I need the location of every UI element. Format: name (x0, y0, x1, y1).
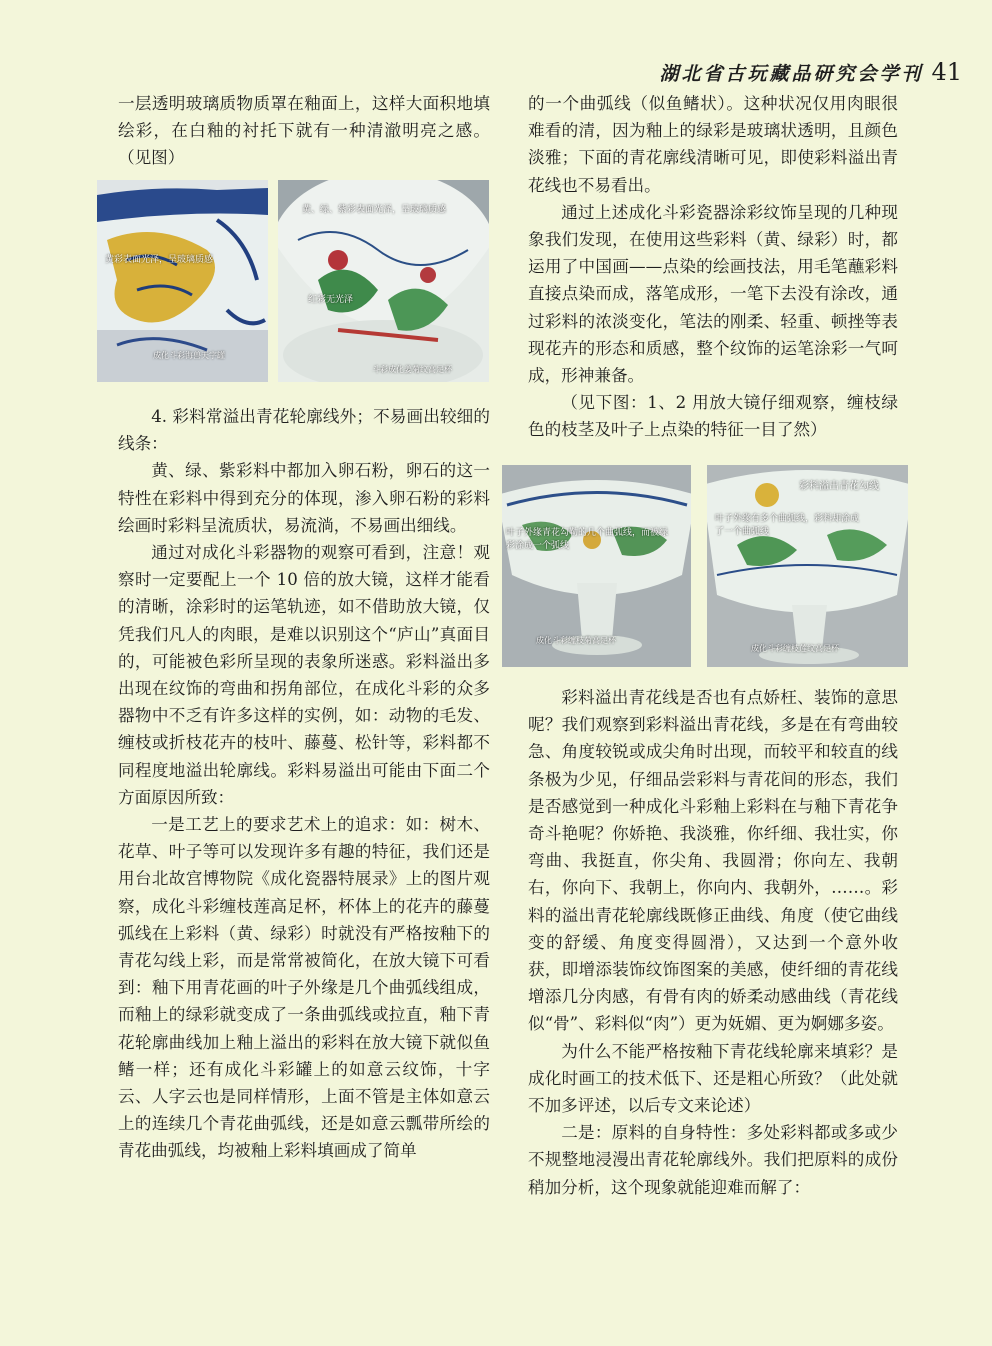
photo-cup-chrysanthemum (502, 465, 691, 667)
paragraph: 的一个曲弧线（似鱼鳍状）。这种状况仅用肉眼很难看的清，因为釉上的绿彩是玻璃状透明，且颜色淡雅；下面的青花廓线清晰可见，即使彩料溢出青花线也不易看出。 (528, 94, 898, 195)
photo-label: 红彩无光泽 (308, 295, 354, 305)
paragraph: 一是工艺上的要求艺术上的追求：如：树木、花草、叶子等可以发现许多有趣的特征，我们还是用台北故宫博物院《成化瓷器特展录》上的图片观察，成化斗彩缠枝莲高足杯，杯体上的花卉的藤蔓弧线在上彩料（黄、绿彩）时就没有严格按釉下的青花勾线上彩，而是常常被简化，在放大镜下可看到：釉下用青花画的叶子外缘是几个曲弧线组成，而釉上的绿彩就变成了一条曲弧线或拉直，釉下青花轮廓曲线加上釉上溢出的彩料在放大镜下就似鱼鳍一样；还有成化斗彩罐上的如意云纹饰，十字云、人字云也是同样情形，上面不管是主体如意云上的连续几个青花曲弧线，还是如意云瓢带所绘的青花曲弧线，均被釉上彩料填画成了简单 (118, 815, 490, 1161)
left-column-top (118, 90, 490, 172)
right-column-top (528, 90, 898, 444)
photo-label: 彩料溢出青花勾线 (799, 481, 879, 492)
photo-label: 黄彩表面光泽，呈玻璃质感 (105, 255, 214, 265)
section-heading: 4. 彩料常溢出青花轮廓线外；不易画出较细的线条： (118, 407, 490, 454)
photo-caption: 成化斗彩缠枝莲纹高足杯 (751, 644, 839, 653)
photo-caption: 成化斗彩海兽天字罐 (153, 351, 225, 360)
photo-caption: 成化斗彩缠枝菊高足杯 (536, 636, 616, 645)
paragraph: 为什么不能严格按釉下青花线轮廓来填彩？是成化时画工的技术低下、还是粗心所致？（此处就不加多评述，以后专文来论述） (528, 1041, 898, 1116)
paragraph: 一层透明玻璃质物质罩在釉面上，这样大面积地填绘彩，在白釉的衬托下就有一种清澈明亮之感。（见图） (118, 94, 490, 168)
paragraph: 黄、绿、紫彩料中都加入卵石粉，卵石的这一特性在彩料中得到充分的体现，渗入卵石粉的彩料绘画时彩料呈流质状，易流淌，不易画出细线。 (118, 461, 490, 535)
photo-label: 黄、绿、紫彩表面光泽，呈玻璃质感 (302, 205, 447, 215)
page-number: 41 (931, 58, 962, 86)
photo-cup-green-leaves (278, 180, 489, 382)
journal-title: 湖北省古玩藏品研究会学刊 (659, 63, 924, 85)
right-column-body (528, 684, 898, 1201)
photo-caption: 斗彩成化姜菊纹高足杯 (372, 365, 452, 374)
page-header (659, 58, 962, 86)
photo-label: 叶子外缘青花勾勒的几个曲弧线，而被绿彩涂成一个弧线 (506, 528, 669, 551)
paragraph: 二是：原料的自身特性：多处彩料都或多或少不规整地浸漫出青花轮廓线外。我们把原料的成份稍加分析，这个现象就能迎难而解了： (528, 1123, 898, 1197)
paragraph: 通过对成化斗彩器物的观察可看到，注意！观察时一定要配上一个 10 倍的放大镜，这样才能看的清晰，涂彩时的运笔轨迹，如不借助放大镜，仅凭我们凡人的肉眼，是难以识别这个“庐山”真面目的，可能被色彩所呈现的表象所迷惑。彩料溢出多出现在纹饰的弯曲和拐角部位，在成化斗彩的众多器物中不乏有许多这样的实例，如：动物的毛发、缠枝或折枝花卉的枝叶、藤蔓、松针等，彩料都不同程度地溢出轮廓线。彩料易溢出可能由下面二个方面原因所致： (118, 543, 490, 807)
photo-jar-yellow-beast (97, 180, 268, 382)
paragraph: 彩料溢出青花线是否也有点娇枉、装饰的意思呢？我们观察到彩料溢出青花线，多是在有弯曲较急、角度较锐或成尖角时出现，而较平和较直的线条极为少见，仔细品尝彩料与青花间的形态，我们是否感觉到一种成化斗彩釉上彩料在与釉下青花争奇斗艳呢？你娇艳、我淡雅，你纤细、我壮实，你弯曲、我挺直，你尖角、我圆滑；你向左、我朝右，你向下、我朝上，你向内、我朝外，……。彩料的溢出青花轮廓线既修正曲线、角度（使它曲线变的舒缓、角度变得圆滑），又达到一个意外收获，即增添装饰纹饰图案的美感，使纤细的青花线增添几分肉感，有骨有肉的娇柔动感曲线（青花线似“骨”、彩料似“肉”）更为妩媚、更为婀娜多姿。 (528, 688, 898, 1034)
left-column-body (118, 403, 490, 1165)
paragraph: 通过上述成化斗彩瓷器涂彩纹饰呈现的几种现象我们发现，在使用这些彩料（黄、绿彩）时，都运用了中国画——点染的绘画技法，用毛笔蘸彩料直接点染而成，落笔成形，一笔下去没有涂改，通过彩料的浓淡变化，笔法的刚柔、轻重、顿挫等表现花卉的形态和质感，整个纹饰的运笔涂彩一气呵成，形神兼备。 (528, 202, 898, 386)
photo-cup-lotus (707, 465, 908, 667)
figure-caption: （见下图：1、2 用放大镜仔细观察，缠枝绿色的枝茎及叶子上点染的特征一目了然） (528, 393, 898, 440)
photo-label: 叶子外缘有多个曲弧线，彩料却涂成了一个曲弧线 (715, 514, 860, 537)
